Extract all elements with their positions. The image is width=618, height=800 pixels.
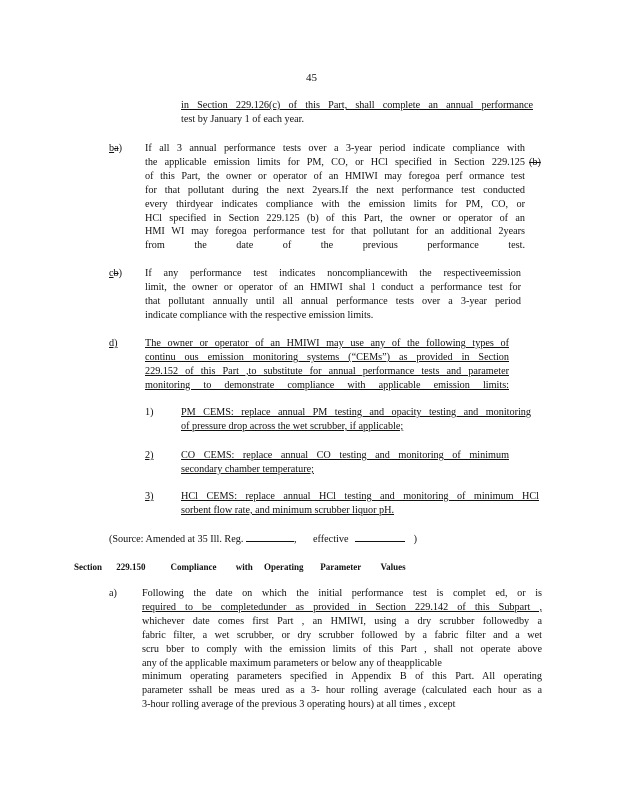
carry-over-text: [181, 99, 533, 127]
paragraph-a: [142, 587, 542, 712]
blank-line: [246, 531, 294, 542]
source-note: (Source: Amended at 35 Ill. Reg. , effective ): [109, 531, 417, 547]
paragraph-line: required to be completedunder as provided in Section 229.142 of this Subpart ,: [142, 601, 542, 613]
page-number: 45: [306, 72, 317, 84]
paragraph-c-marker: cb): [109, 268, 123, 279]
paragraph-d-marker: d): [109, 338, 118, 349]
paragraph-line: HCl specified in Section 229.125 (b) of this Part, the owner or operator of an: [145, 212, 525, 224]
paragraph-line: The owner or operator of an HMIWI may use any of the following types of: [145, 338, 509, 349]
paragraph-line: every thirdyear indicates compliance with the emission limits for PM, CO, or: [145, 198, 525, 210]
paragraph-line: If any performance test indicates noncompliancewith the respectiveemission: [145, 268, 521, 279]
paragraph-line: limit, the owner or operator of an HMIWI shal l conduct a performance test for: [145, 281, 521, 293]
paragraph-line: that pollutant annually until all annual performance tests over a 3-year period: [145, 295, 521, 307]
list-item: [181, 406, 531, 434]
section-heading: [74, 561, 406, 575]
list-item-line: HCl CEMS: replace annual HCl testing and monitoring of minimum HCl: [181, 491, 539, 502]
section-title-word: Operating: [264, 562, 304, 572]
paragraph-line: If all 3 annual performance tests over a 3-year period indicate compliance with: [145, 143, 525, 154]
section-title-word: Parameter: [320, 562, 362, 572]
paragraph-line: scru bber to comply with the emission limits of this Part , shall not operate above: [142, 643, 542, 655]
list-item-line: sorbent flow rate, and minimum scrubber liquor pH.: [181, 504, 395, 516]
carry-over-line: in Section 229.126(c) of this Part, shall complete an annual performance: [181, 100, 533, 111]
paragraph-line: whichever date comes first Part , an HMIWI, using a dry scrubber followedby a: [142, 615, 542, 627]
paragraph-c: [145, 267, 521, 323]
paragraph-line: any of the applicable maximum parameters or below any of theapplicable: [142, 657, 442, 669]
paragraph-line: 3-hour rolling average of the previous 3 operating hours) at all times , except: [142, 699, 456, 711]
paragraph-a-marker: a): [109, 588, 117, 599]
carry-over-line: test by January 1 of each year.: [181, 113, 305, 125]
list-item: [181, 490, 539, 518]
section-title-word: Compliance: [170, 562, 217, 572]
struck-reference: (b): [529, 157, 541, 168]
paragraph-line: the applicable emission limits for PM, CO, or HCl specified in Section 229.125: [145, 156, 525, 168]
list-item-line: PM CEMS: replace annual PM testing and opacity testing and monitoring: [181, 407, 531, 418]
paragraph-b: [145, 142, 525, 253]
paragraph-line: minimum operating parameters specified in Appendix B of this Part. All operating: [142, 671, 542, 683]
paragraph-line: 229.152 of this Part ,to substitute for annual performance tests and parameter: [145, 365, 509, 377]
paragraph-line: Following the date on which the initial performance test is complet ed, or is: [142, 588, 542, 599]
list-item-number: 3): [145, 491, 154, 502]
blank-line: [355, 531, 405, 542]
list-item-number: 1): [145, 407, 154, 418]
list-item-line: of pressure drop across the wet scrubber, if applicable;: [181, 420, 404, 432]
section-title-word: Values: [380, 562, 406, 572]
paragraph-line: from the date of the previous performance test.: [145, 240, 525, 252]
list-item-number: 2): [145, 450, 154, 461]
section-label: Section: [74, 562, 102, 572]
list-item-line: secondary chamber temperature;: [181, 463, 314, 475]
section-title-word: with: [235, 562, 253, 572]
paragraph-line: for that pollutant during the next 2years.If the next performance test conducted: [145, 184, 525, 196]
paragraph-line: monitoring to demonstrate compliance with applicable emission limits:: [145, 379, 509, 391]
paragraph-line: fabric filter, a wet scrubber, or dry scrubber followed by a fabric filter and a wet: [142, 629, 542, 641]
paragraph-line: parameter sshall be meas ured as a 3- hour rolling average (calculated each hour as a: [142, 685, 542, 697]
paragraph-line: indicate compliance with the respective emission limits.: [145, 309, 374, 321]
paragraph-line: HMI WI may foregoa performance test for that pollutant for an additional 2years: [145, 226, 525, 238]
paragraph-d: [145, 337, 509, 393]
list-item: [181, 449, 509, 477]
paragraph-line: continu ous emission monitoring systems (“CEMs”) as provided in Section: [145, 351, 509, 363]
paragraph-b-marker: ba): [109, 143, 123, 154]
list-item-line: CO CEMS: replace annual CO testing and monitoring of minimum: [181, 450, 509, 461]
section-number: 229.150: [116, 562, 146, 572]
paragraph-line: of this Part, the owner or operator of an HMIWI may foregoa perf ormance test: [145, 170, 525, 182]
